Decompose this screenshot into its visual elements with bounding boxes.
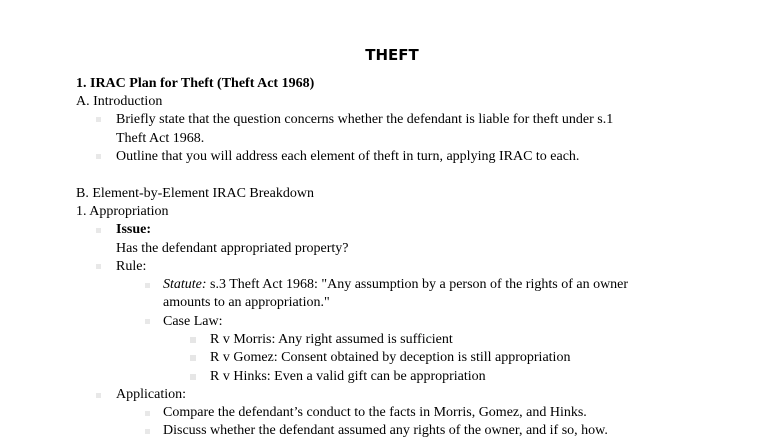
bullet-icon bbox=[96, 228, 101, 233]
part-a-heading: A. Introduction bbox=[76, 94, 163, 109]
bullet-icon bbox=[96, 117, 101, 122]
square-bullet-icon bbox=[190, 374, 196, 380]
bullet-icon bbox=[96, 264, 101, 269]
element-heading: 1. Appropriation bbox=[76, 204, 169, 219]
part-b-heading: B. Element-by-Element IRAC Breakdown bbox=[76, 186, 314, 201]
statute-text: s.3 Theft Act 1968: "Any assumption by a person of the rights of an owner bbox=[206, 277, 629, 292]
square-bullet-icon bbox=[190, 337, 196, 343]
bullet-icon bbox=[96, 154, 101, 159]
intro-bullet-2: Outline that you will address each element of theft in turn, applying IRAC to each. bbox=[116, 149, 580, 164]
bullet-icon bbox=[145, 319, 150, 324]
document-title: THEFT bbox=[365, 46, 419, 64]
case-2: R v Gomez: Consent obtained by deception is still appropriation bbox=[210, 350, 571, 365]
intro-bullet-1-line-1: Briefly state that the question concerns whether the defendant is liable for theft under s.1 bbox=[116, 112, 614, 127]
rule-label: Rule: bbox=[116, 259, 147, 274]
square-bullet-icon bbox=[190, 355, 196, 361]
application-label: Application: bbox=[116, 387, 186, 402]
bullet-icon bbox=[145, 283, 150, 288]
bullet-icon bbox=[145, 411, 150, 416]
issue-text: Has the defendant appropriated property? bbox=[116, 241, 349, 256]
intro-bullet-1-line-2: Theft Act 1968. bbox=[116, 131, 205, 146]
statute-line-2: amounts to an appropriation." bbox=[163, 295, 330, 310]
bullet-icon bbox=[96, 393, 101, 398]
statute-line-1 bbox=[163, 276, 628, 294]
application-point-1: Compare the defendant’s conduct to the facts in Morris, Gomez, and Hinks. bbox=[163, 405, 587, 420]
section-heading: 1. IRAC Plan for Theft (Theft Act 1968) bbox=[76, 76, 315, 91]
application-point-2: Discuss whether the defendant assumed any rights of the owner, and if so, how. bbox=[163, 423, 608, 438]
bullet-icon bbox=[145, 429, 150, 434]
case-1: R v Morris: Any right assumed is sufficient bbox=[210, 332, 453, 347]
issue-label: Issue: bbox=[116, 222, 152, 237]
case-3: R v Hinks: Even a valid gift can be appropriation bbox=[210, 369, 486, 384]
caselaw-label: Case Law: bbox=[163, 314, 223, 329]
statute-label: Statute: bbox=[163, 277, 207, 292]
